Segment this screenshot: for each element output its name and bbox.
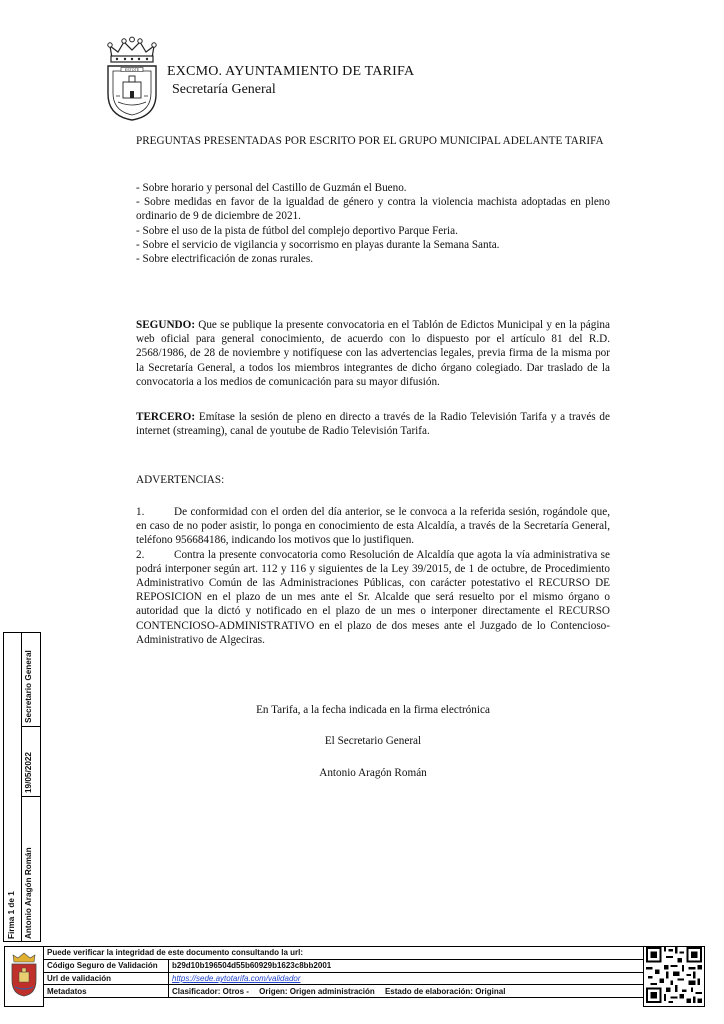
validation-url-link[interactable]: https://sede.aytotarifa.com/validador	[172, 974, 301, 984]
signature-date: 19/05/2022	[24, 752, 33, 793]
segundo-text: Que se publique la presente convocatoria en el Tablón de Edictos Municipal y en la página web oficial para general conocimiento, de acuerdo con lo dispuesto por el artículo 81 del R.D. 2568/1986, de 28 de noviembre y notifíquese con las advertencias legales, previa firma de la misma por la Secretaría General, a todos los miembros integrantes de dicho órgano colegiado. Dar traslado de la convocatoria a los medios de comunicación para su mayor difusión.	[136, 319, 610, 388]
advertencia-number: 2.	[136, 548, 145, 561]
closing-signer-name: Antonio Aragón Román	[319, 767, 427, 779]
metadata-estado: Estado de elaboración: Original	[384, 986, 506, 996]
segundo-paragraph	[136, 318, 610, 389]
questions-title: PREGUNTAS PRESENTADAS POR ESCRITO POR EL GRUPO MUNICIPAL ADELANTE TARIFA	[136, 135, 604, 147]
question-item: - Sobre el servicio de vigilancia y socorrismo en playas durante la Semana Santa.	[136, 238, 500, 251]
advertencia-item	[136, 505, 610, 548]
verification-footer	[4, 946, 720, 1018]
closing-role: El Secretario General	[324, 735, 422, 747]
strip-divider	[21, 796, 40, 797]
strip-divider	[21, 633, 22, 941]
advertencia-number: 1.	[136, 506, 145, 518]
footer-crest-logo	[9, 952, 39, 998]
advertencia-text: Contra la presente convocatoria como Resolución de Alcaldía que agota la vía administrativa se podrá interponer según art. 112 y 116 y siguientes de la Ley 39/2015, de 1 de octubre, de Procedimiento Administrativo Común de las Administraciones Públicas, con carácter potestativo el RECURSO DE REPOSICION en el plazo de un mes ante el Sr. Alcalde que será resuelto por el mismo órgano o autoridad que la dictó y notificado en el plazo de un mes o interponer directamente el RECURSO CONTENCIOSO-ADMINISTRATIVO en el plazo de dos meses ante el Juzgado de lo Contencioso-Administrativo de Algeciras.	[136, 548, 610, 646]
signature-role: Secretario General	[24, 650, 33, 723]
advertencias-list	[136, 505, 610, 647]
metadata-label: Metadatos	[44, 985, 169, 998]
metadata-values	[169, 985, 644, 998]
institution-subtitle: Secretaría General	[172, 82, 276, 97]
signature-count: Firma 1 de 1	[7, 891, 16, 939]
tercero-text: Emítase la sesión de pleno en directo a través de la Radio Televisión Tarifa y a través de internet (streaming), canal de youtube de Radio Televisión Tarifa.	[136, 411, 610, 438]
signature-strip	[3, 632, 41, 942]
question-item: - Sobre horario y personal del Castillo de Guzmán el Bueno.	[136, 182, 407, 194]
advertencia-item	[136, 548, 610, 647]
question-item: - Sobre electrificación de zonas rurales.	[136, 253, 314, 266]
institution-title: EXCMO. AYUNTAMIENTO DE TARIFA	[167, 64, 415, 79]
crest-motto: ESTOTE	[124, 68, 140, 72]
closing-place-date: En Tarifa, a la fecha indicada en la firma electrónica	[256, 704, 490, 716]
question-item: - Sobre medidas en favor de la igualdad de género y contra la violencia machista adoptadas en pleno ordinario de 9 de diciembre de 2021.	[136, 196, 610, 223]
url-label: Url de validación	[44, 972, 169, 985]
qr-code-cell	[644, 947, 705, 1007]
advertencia-text: De conformidad con el orden del día anterior, se le convoca a la referida sesión, rogándole que, en caso de no poder asistir, lo ponga en conocimiento de esta Alcaldía, a través de la Secretaría General, teléfono 956684186, indicando los motivos que lo justifiquen.	[136, 506, 610, 547]
strip-divider	[21, 726, 40, 727]
csv-value: b29d10b196504d55b60929b1623c8bb2001	[169, 959, 644, 972]
tercero-paragraph	[136, 410, 610, 438]
metadata-clasificador: Clasificador: Otros -	[172, 986, 249, 996]
question-item: - Sobre el uso de la pista de fútbol del complejo deportivo Parque Feria.	[136, 224, 458, 237]
questions-list	[136, 181, 610, 266]
qr-code-icon	[646, 947, 702, 1003]
metadata-origen: Origen: Origen administración	[259, 986, 375, 996]
segundo-label: SEGUNDO:	[136, 319, 196, 331]
verification-table	[4, 946, 705, 1007]
verify-instructions: Puede verificar la integridad de este documento consultando la url:	[44, 947, 644, 960]
signature-signer: Antonio Aragón Román	[24, 847, 33, 939]
csv-label: Código Seguro de Validación	[44, 959, 169, 972]
footer-logo-cell	[5, 947, 44, 1007]
municipal-crest-logo	[104, 36, 160, 122]
advertencias-title: ADVERTENCIAS:	[136, 474, 225, 486]
tercero-label: TERCERO:	[136, 411, 196, 423]
